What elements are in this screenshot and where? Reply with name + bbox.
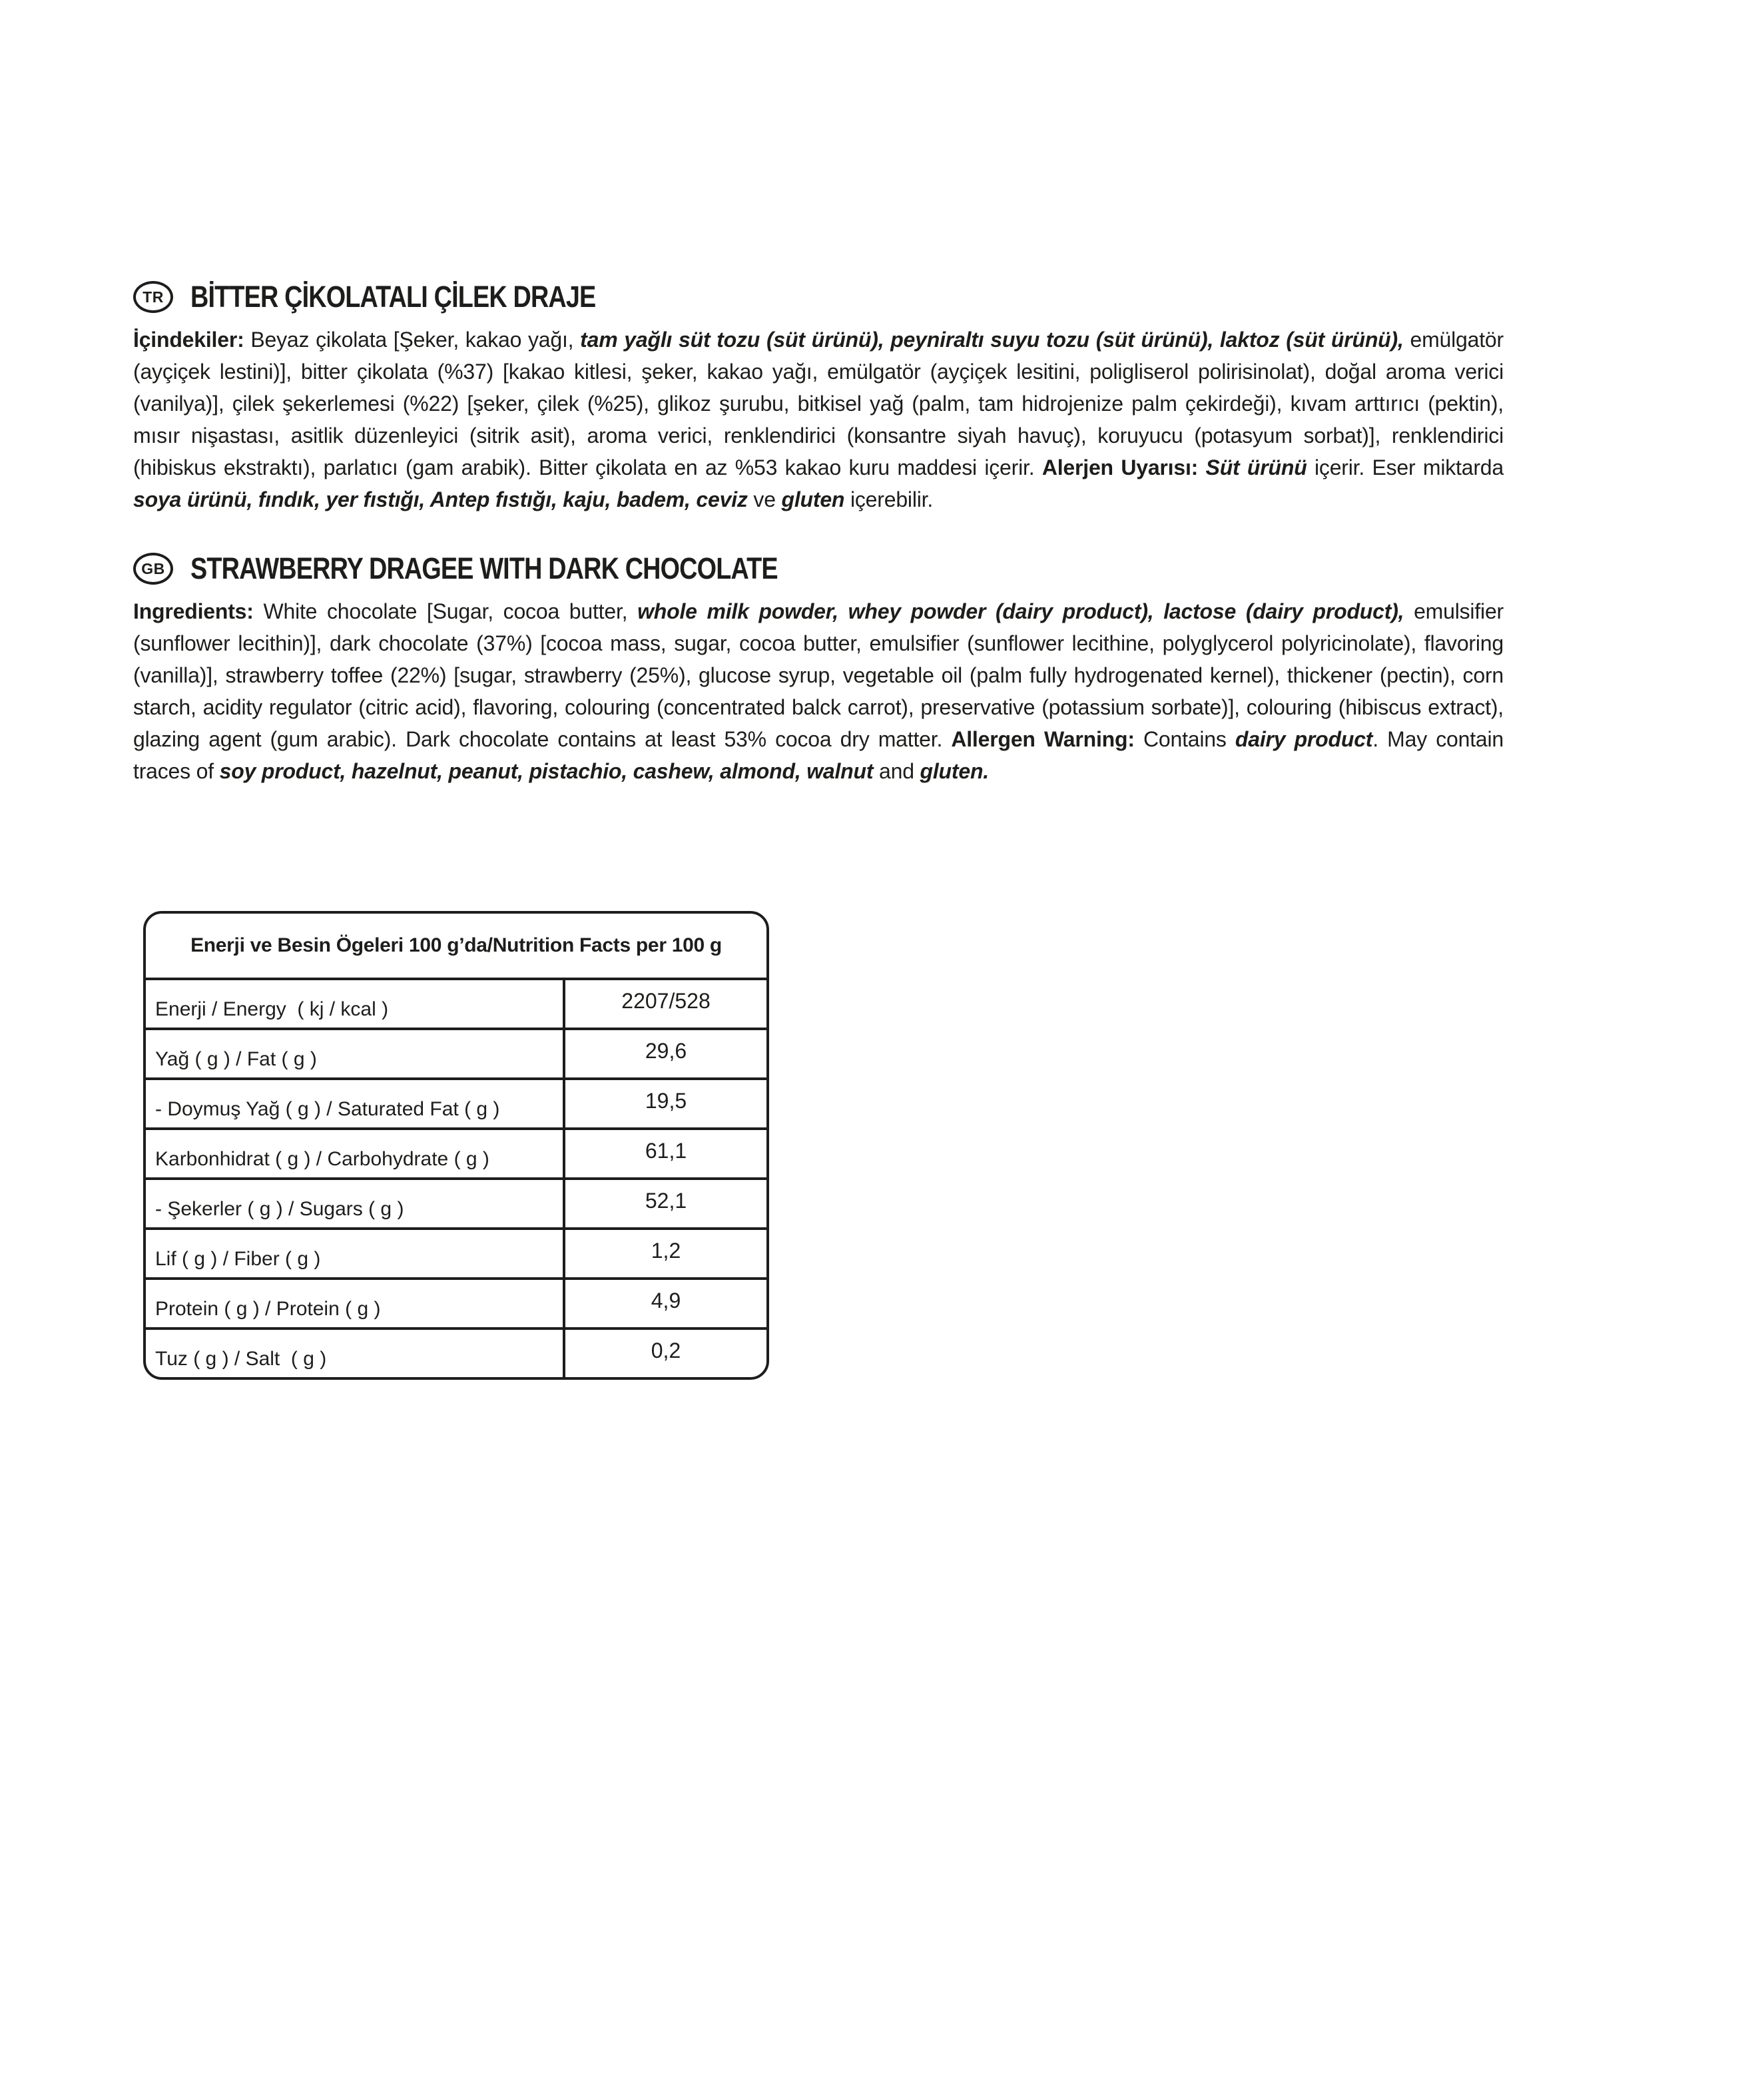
nutrient-label: Karbonhidrat ( g ) / Carbohydrate ( g ) — [146, 1130, 565, 1177]
nutrient-label: Yağ ( g ) / Fat ( g ) — [146, 1030, 565, 1077]
nutrient-value: 2207/528 — [621, 989, 711, 1013]
nutrient-value: 1,2 — [651, 1239, 681, 1263]
nutrient-label: Protein ( g ) / Protein ( g ) — [146, 1280, 565, 1327]
nutrient-value: 4,9 — [651, 1289, 681, 1313]
tr-product-title: BİTTER ÇİKOLATALI ÇİLEK DRAJE — [190, 280, 596, 314]
text-segment: Contains — [1143, 727, 1235, 751]
nutrient-value: 29,6 — [645, 1039, 687, 1063]
table-row — [146, 978, 766, 1028]
gb-language-badge: GB — [133, 553, 173, 585]
tr-title-row — [133, 280, 1504, 314]
nutrient-label: Tuz ( g ) / Salt ( g ) — [146, 1330, 565, 1377]
nutrient-label: Lif ( g ) / Fiber ( g ) — [146, 1230, 565, 1277]
gb-product-title: STRAWBERRY DRAGEE WITH DARK CHOCOLATE — [190, 551, 778, 585]
tr-language-badge: TR — [133, 281, 173, 313]
text-segment: Beyaz çikolata [Şeker, kakao yağı, — [250, 328, 581, 352]
text-segment: Ingredients: — [133, 599, 264, 623]
text-segment: İçindekiler: — [133, 328, 251, 352]
section-turkish — [133, 280, 1504, 515]
text-segment: Alerjen Uyarısı: — [1041, 455, 1206, 479]
nutrition-table-header: Enerji ve Besin Ögeleri 100 g’da/Nutrition Facts per 100 g — [190, 934, 722, 956]
text-segment: . May contain traces of — [133, 727, 1504, 783]
text-segment: whole milk powder, whey powder (dairy product), lactose (dairy product), — [637, 599, 1404, 623]
nutrient-value: 0,2 — [651, 1338, 681, 1362]
text-segment: and — [873, 759, 920, 783]
table-row — [146, 1177, 766, 1227]
text-segment: Süt ürünü — [1205, 455, 1307, 479]
section-english — [133, 551, 1504, 787]
text-segment: emulsifier (sunflower lecithin)], dark chocolate (37%) [cocoa mass, sugar, cocoa butter, emulsifier (sunflower lecithine, polyglycerol polyricinolate), flavoring (vanilla)], strawberry toffee (22%) [sugar, strawberry (25%), glucose syrup, vegetable oil (palm fully hydrogenated kernel), thickener (pectin), corn starch, acidity regulator (citric acid), flavoring, colouring (concentrated balck carrot), preservative (potassium sorbate)], colouring (hibiscus extract), glazing agent (gum arabic). Dark chocolate contains at least 53% cocoa dry matter. — [133, 599, 1504, 751]
nutrient-value: 61,1 — [645, 1139, 687, 1163]
text-segment: White chocolate [Sugar, cocoa butter, — [263, 599, 638, 623]
table-row — [146, 1327, 766, 1377]
text-segment: dairy product — [1235, 727, 1373, 751]
text-segment: soy product, hazelnut, peanut, pistachio, cashew, almond, walnut — [219, 759, 874, 783]
text-segment: Allergen Warning: — [951, 727, 1143, 751]
text-segment: emülgatör (ayçiçek lestini)], bitter çikolata (%37) [kakao kitlesi, şeker, kakao yağı, emülgatör (ayçiçek lesitini, poligliserol polirisinolat), doğal aroma verici (vanilya)], çilek şekerlemesi (%22) [şeker, çilek (%25), glikoz şurubu, bitkisel yağ (palm, tam hidrojenize palm çekirdeği), kıvam arttırıcı (pektin), mısır nişastası, asitlik düzenleyici (sitrik asit), aroma verici, renklendirici (konsantre siyah havuç), koruyucu (potasyum sorbat)], renklendirici (hibiskus ekstraktı), parlatıcı (gam arabik). Bitter çikolata en az %53 kakao kuru maddesi içerir. — [133, 328, 1504, 479]
nutrition-table — [143, 911, 769, 1380]
nutrient-value: 52,1 — [645, 1189, 687, 1213]
text-segment: soya ürünü, fındık, yer fıstığı, Antep fıstığı, kaju, badem, ceviz — [133, 487, 748, 511]
gb-ingredients-paragraph — [133, 595, 1504, 787]
text-segment: gluten — [781, 487, 845, 511]
table-row — [146, 1028, 766, 1077]
table-row — [146, 1077, 766, 1127]
nutrient-label: - Doymuş Yağ ( g ) / Saturated Fat ( g ) — [146, 1080, 565, 1127]
nutrient-value: 19,5 — [645, 1089, 687, 1113]
table-row — [146, 1277, 766, 1327]
nutrient-label: Enerji / Energy ( kj / kcal ) — [146, 980, 565, 1028]
text-segment: gluten. — [920, 759, 989, 783]
tr-ingredients-paragraph — [133, 324, 1504, 515]
table-row — [146, 1227, 766, 1277]
text-segment: ve — [747, 487, 782, 511]
gb-title-row — [133, 551, 1504, 586]
text-segment: içerebilir. — [844, 487, 934, 511]
nutrient-label: - Şekerler ( g ) / Sugars ( g ) — [146, 1180, 565, 1227]
table-row — [146, 1127, 766, 1177]
text-segment: içerir. Eser miktarda — [1307, 455, 1504, 479]
text-segment: tam yağlı süt tozu (süt ürünü), peyniraltı suyu tozu (süt ürünü), laktoz (süt ürünü), — [580, 328, 1404, 352]
